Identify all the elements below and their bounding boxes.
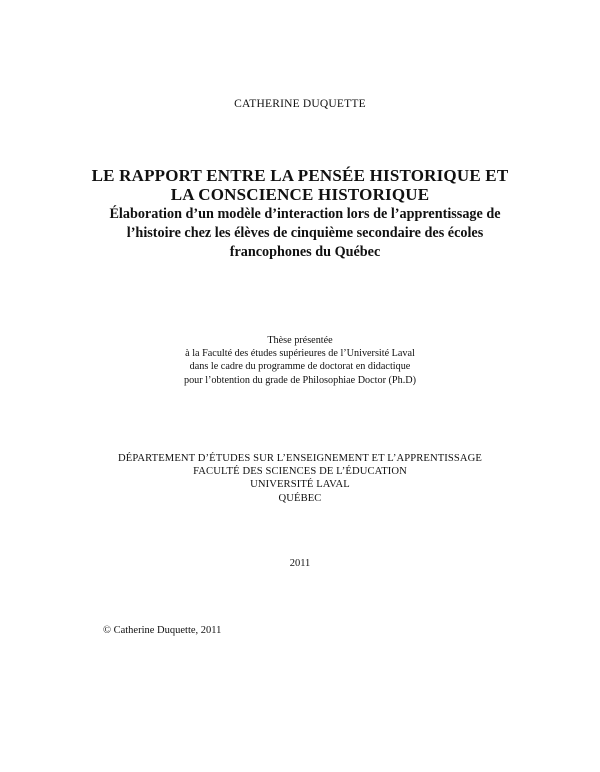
author-name: CATHERINE DUQUETTE xyxy=(234,98,366,110)
thesis-line: Thèse présentée xyxy=(267,335,333,346)
faculty-name: FACULTÉ DES SCIENCES DE L’ÉDUCATION xyxy=(193,466,407,478)
university-name: UNIVERSITÉ LAVAL xyxy=(250,479,350,491)
department-name: DÉPARTEMENT D’ÉTUDES SUR L’ENSEIGNEMENT ET L’APPRENTISSAGE xyxy=(118,453,482,464)
subtitle-line: francophones du Québec xyxy=(229,244,381,260)
publication-year: 2011 xyxy=(289,558,311,569)
institution-block xyxy=(0,452,600,505)
thesis-line: dans le cadre du programme de doctorat en didactique xyxy=(189,361,411,373)
city-name: QUÉBEC xyxy=(278,492,322,504)
copyright-notice: © Catherine Duquette, 2011 xyxy=(103,625,222,636)
thesis-title xyxy=(0,166,600,204)
title-line: LA CONSCIENCE HISTORIQUE xyxy=(170,185,430,204)
thesis-line: pour l’obtention du grade de Philosophiae Doctor (Ph.D) xyxy=(183,374,416,386)
thesis-statement xyxy=(0,334,600,387)
subtitle-line: l’histoire chez les élèves de cinquième secondaire des écoles xyxy=(126,225,484,241)
thesis-line: à la Faculté des études supérieures de l’Université Laval xyxy=(185,348,415,360)
subtitle-line: Élaboration d’un modèle d’interaction lors de l’apprentissage de xyxy=(109,206,501,222)
thesis-subtitle xyxy=(40,205,570,262)
title-line: LE RAPPORT ENTRE LA PENSÉE HISTORIQUE ET xyxy=(91,166,509,185)
